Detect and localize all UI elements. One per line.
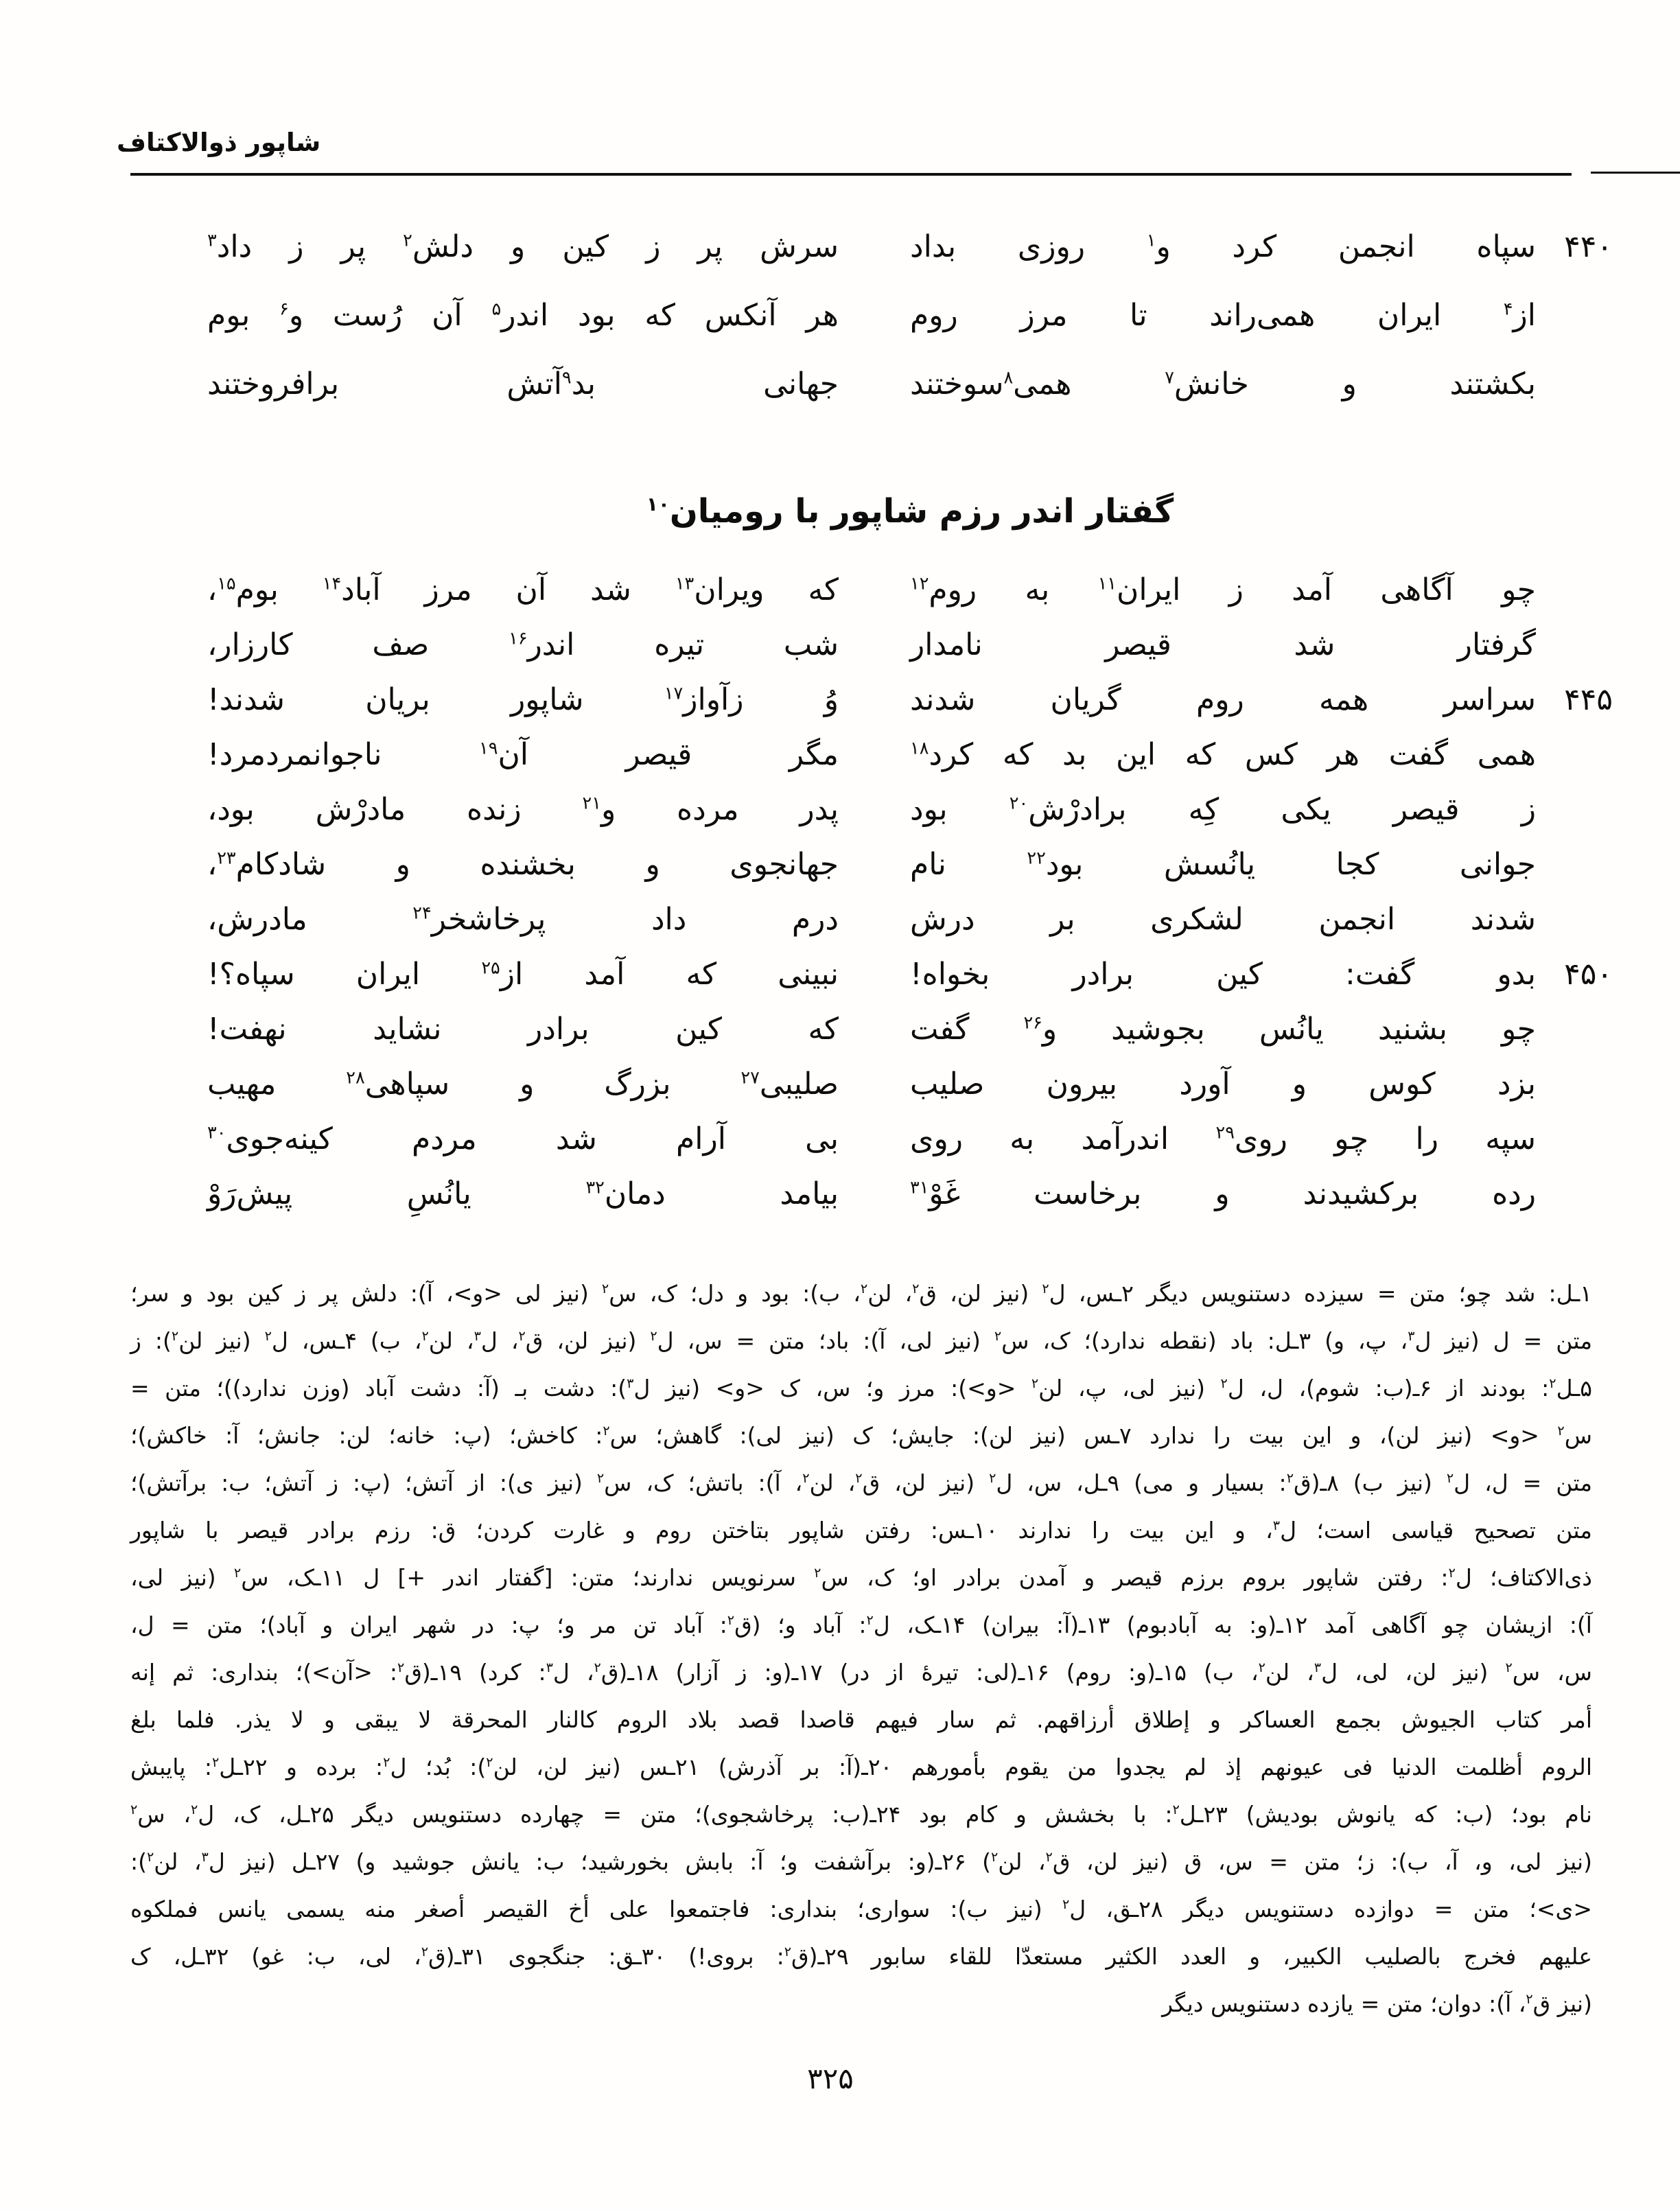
header-rule [130,173,1572,176]
footnote-line: س$^۲$ <و> (نیز لن)، و این بیت را ندارد ۷ـس (نیز لن): جایش؛ ک (نیز لی): گاهش؛ س$^۲$: کاخش؛ (پ: خانه؛ لن: جانش؛ آ: خاکش)؛ [130,1422,1592,1449]
footnote-line: متن = ل (نیز ل$^۳$، پ، و) ۳ـل: باد (نقطه ندارد)؛ ک، س$^۲$ (نیز لی، آ): باد؛ متن = س، ل$^۲$ (نیز لن، ق$^۲$، ل$^۳$، لن$^۲$، ب) ۴ـس، ل$^۲$ (نیز لن$^۲$): ز [130,1327,1592,1354]
hemistich-left: وُ زآواز$^{۱۷}$ شاپور بریان شدند! [207,682,839,717]
footnote-line: س، س$^۲$ (نیز لن، لی، ل$^۳$، لن$^۲$، ب) ۱۵ـ(و: روم) ۱۶ـ(لی: تیرهٔ از در) ۱۷ـ(و: ز آزار) ۱۸ـ(ق$^۲$، ل$^۳$: کرد) ۱۹ـ(ق$^۲$: <آن>)؛ بنداری: ثم إنه [130,1659,1592,1686]
column-gutter [839,892,910,947]
verse-number [1536,1002,1613,1057]
verse-couplet-row [207,1167,1613,1222]
hemistich-right: گرفتار شد قیصر نامدار [910,627,1536,662]
hemistich-right: سپه را چو روی$^{۲۹}$ اندرآمد به روی [910,1121,1537,1156]
verse-number [1536,892,1613,947]
verse-couplet-row [207,350,1613,419]
hemistich-right: جوانی کجا یانُسش بود$^{۲۲}$ نام [910,847,1536,882]
footnote-line: علیهم فخرج بالصلیب الکبیر، و العدد الکثیر مستعدّا للقاء سابور ۲۹ـ(ق$^۲$: بروی!) ۳۰ـق: جنگجوی ۳۱ـ(ق$^۲$، لی، ب: غو) ۳۲ـل، ک [130,1943,1593,1970]
hemistich-right: ز قیصر یکی کِه برادرْش$^{۲۰}$ بود [910,792,1536,827]
footnote-line: نام بود؛ (ب: که یانوش بودیش) ۲۳ـل$^۲$: با بخشش و کام بود ۲۴ـ(ب: پرخاشجوی)؛ متن = چهارده دستنویس دیگر ۲۵ـل، ک، ل$^۲$، س$^۲$ [130,1801,1592,1828]
verse-couplet-row [207,618,1613,673]
page-number: ۳۲۵ [807,2062,854,2095]
footnote-line: الروم أظلمت الدنیا فی عیونهم إذ لم یجدوا من یقوم بأمورهم ۲۰ـ(آ: بر آذرش) ۲۱ـس (نیز لن، لن$^۲$): بُد؛ ل$^۲$: برده و ۲۲ـل$^۲$: پایبش [130,1754,1592,1780]
hemistich-left: بی آرام شد مردم کینه‌جوی$^{۳۰}$ [207,1121,839,1156]
verse-number: ۴۴۵ [1564,682,1613,717]
verse-number [1536,563,1613,618]
critical-apparatus-footnotes [130,1270,1592,2027]
verse-number: ۴۵۰ [1564,957,1613,992]
hemistich-left: هر آنکس که بود اندر$^۵$ آن رُست و$^۶$ بوم [207,298,839,333]
footnote-line: متن = ل، ل$^۲$ (نیز ب) ۸ـ(ق$^۲$: بسیار و می) ۹ـل، س، ل$^۲$ (نیز لن، ق$^۲$، لن$^۲$، آ): باتش؛ ک، س$^۲$ (نیز ی): از آتش؛ (پ: ز آتش؛ ب: برآتش)؛ [130,1469,1593,1496]
hemistich-left: بیامد دمان$^{۳۲}$ یانُسِ پیش‌رَوْ [207,1176,839,1211]
footnote-line: أمر کتاب الجیوش بجمع العساکر و إطلاق أرزاقهم. ثم سار فیهم قاصدا قصد بلاد الروم کالنار المحرقة لا یبقی و لا یذر. فلما بلغ [130,1706,1592,1733]
footnote-line: ۱ـل: شد چو؛ متن = سیزده دستنویس دیگر ۲ـس، ل$^۲$ (نیز لن، ق$^۲$، لن$^۲$، ب): بود و دل؛ ک، س$^۲$ (نیز لی <و>، آ): دلش پر ز کین بود و سر؛ [130,1280,1592,1307]
verse-block-top [207,213,1613,419]
verse-couplet-row [207,1002,1613,1057]
verse-couplet-row [207,782,1613,837]
verse-couplet-row [207,837,1613,892]
verse-couplet-row [207,892,1613,947]
column-gutter [839,837,910,892]
hemistich-left: پدر مرده و$^{۲۱}$ زنده مادرْش بود، [207,792,839,827]
column-gutter [839,947,910,1002]
verse-number [1536,350,1613,419]
hemistich-right: چو آگاهی آمد ز ایران$^{۱۱}$ به روم$^{۱۲}$ [910,572,1536,607]
column-gutter [839,281,910,350]
hemistich-right: رده برکشیدند و برخاست غَوْ$^{۳۱}$ [910,1176,1536,1211]
hemistich-left: جهانجوی و بخشنده و شادکام$^{۲۳}$، [207,847,839,882]
verse-couplet-row [207,1112,1613,1167]
hemistich-right: همی گفت هر کس که این بد که کرد$^{۱۸}$ [910,737,1536,772]
verse-number: ۴۴۰ [1564,229,1613,264]
verse-couplet-row [207,673,1613,728]
verse-block-main [207,563,1613,1222]
verse-number [1536,1167,1613,1222]
column-gutter [839,1057,910,1112]
hemistich-right: بکشتند و خانش$^۷$ همی$^۸$سوختند [910,367,1536,402]
verse-number [1536,618,1613,673]
footnote-line: (نیز ق$^۲$، آ): دوان؛ متن = یازده دستنویس دیگر [1162,1990,1592,2017]
footnote-line: (نیز لی، و، آ، ب): ز؛ متن = س، ق (نیز لن، ق$^۲$، لن$^۲$) ۲۶ـ(و: برآشفت و؛ آ: بابش بخورشید؛ ب: یانش جوشید و) ۲۷ـل (نیز ل$^۳$، لن$^۲$): [130,1848,1592,1875]
column-gutter [839,1002,910,1057]
column-gutter [839,673,910,728]
hemistich-left: صلیبی$^{۲۷}$ بزرگ و سپاهی$^{۲۸}$ مهیب [207,1067,839,1102]
hemistich-right: بدو گفت: کین برادر بخواه! [910,957,1536,992]
hemistich-right: سپاه انجمن کرد و$^۱$ روزی بداد [910,229,1536,264]
column-gutter [839,213,910,281]
footnote-line: متن تصحیح قیاسی است؛ ل$^۳$، و این بیت را ندارند ۱۰ـس: رفتن شاپور بتاختن روم و غارت کردن؛ ق: رزم برادر قیصر با شاپور [130,1517,1592,1544]
column-gutter [839,1112,910,1167]
verse-number [1536,728,1613,782]
column-gutter [839,1167,910,1222]
hemistich-right: شدند انجمن لشکری بر درش [910,902,1536,937]
verse-number [1536,281,1613,350]
running-head: شاپور ذوالاکتاف [117,128,321,157]
column-gutter [839,728,910,782]
verse-number [1536,782,1613,837]
hemistich-left: که ویران$^{۱۳}$ شد آن مرز آباد$^{۱۴}$ بوم$^{۱۵}$، [207,572,839,607]
header-rule-segment [1591,172,1680,174]
footnote-line: <ی>؛ متن = دوازده دستنویس دیگر ۲۸ـق، ل$^۲$ (نیز ب): سواری؛ بنداری: فاجتمعوا علی أخ القیصر أصغر منه یسمی یانس فملکوه [130,1896,1593,1922]
verse-number [1536,1057,1613,1112]
verse-number [1536,837,1613,892]
verse-couplet-row [207,281,1613,350]
footnote-line: ۵ـل$^۲$: بودند از ۶ـ(ب: شوم)، ل، ل$^۲$ (نیز لی، پ، لن$^۲$ <و>): مرز و؛ س، ک <و> (نیز ل$^۳$): دشت بـ (آ: دشت آباد (وزن ندارد))؛ متن = [130,1375,1592,1401]
hemistich-right: بزد کوس و آورد بیرون صلیب [910,1067,1536,1102]
section-heading: گفتار اندر رزم شاپور با رومیان$^{۱۰}$ [646,492,1174,531]
hemistich-left: که کین برادر نشاید نهفت! [207,1012,839,1047]
hemistich-left: مگر قیصر آن$^{۱۹}$ ناجوانمردمرد! [207,737,839,772]
hemistich-left: نبینی که آمد از$^{۲۵}$ ایران سپاه؟! [207,957,839,992]
verse-number [1536,1112,1613,1167]
hemistich-right: چو بشنید یانُس بجوشید و$^{۲۶}$ گفت [910,1012,1536,1047]
column-gutter [839,350,910,419]
verse-couplet-row [207,213,1613,281]
hemistich-right: از$^۴$ ایران همی‌راند تا مرز روم [910,298,1536,333]
column-gutter [839,782,910,837]
verse-couplet-row [207,947,1613,1002]
footnote-line: آ): ازیشان چو آگاهی آمد ۱۲ـ(و: به آبادبوم) ۱۳ـ(آ: بیران) ۱۴ـک، ل$^۲$: آباد و؛ (ق$^۲$: آباد تن مر و؛ پ: در شهر ایران و آباد)؛ متن = ل، [130,1612,1592,1638]
column-gutter [839,563,910,618]
verse-couplet-row [207,1057,1613,1112]
verse-couplet-row [207,728,1613,782]
hemistich-left: جهانی بد$^۹$آتش برافروختند [207,367,839,402]
verse-couplet-row [207,563,1613,618]
hemistich-left: سرش پر ز کین و دلش$^۲$ پر ز داد$^۳$ [207,229,839,264]
hemistich-right: سراسر همه روم گریان شدند [910,682,1536,717]
hemistich-left: درم داد پرخاشخر$^{۲۴}$ مادرش، [207,902,839,937]
hemistich-left: شب تیره اندر$^{۱۶}$ صف کارزار، [207,627,839,662]
footnote-line: ذی‌الاکتاف؛ ل$^۲$: رفتن شاپور بروم برزم قیصر و آمدن برادر او؛ ک، س$^۲$ سرنویس ندارند؛ متن: [گفتار اندر +] ل ۱۱ـک، س$^۲$ (نیز لی، [130,1564,1592,1591]
column-gutter [839,618,910,673]
